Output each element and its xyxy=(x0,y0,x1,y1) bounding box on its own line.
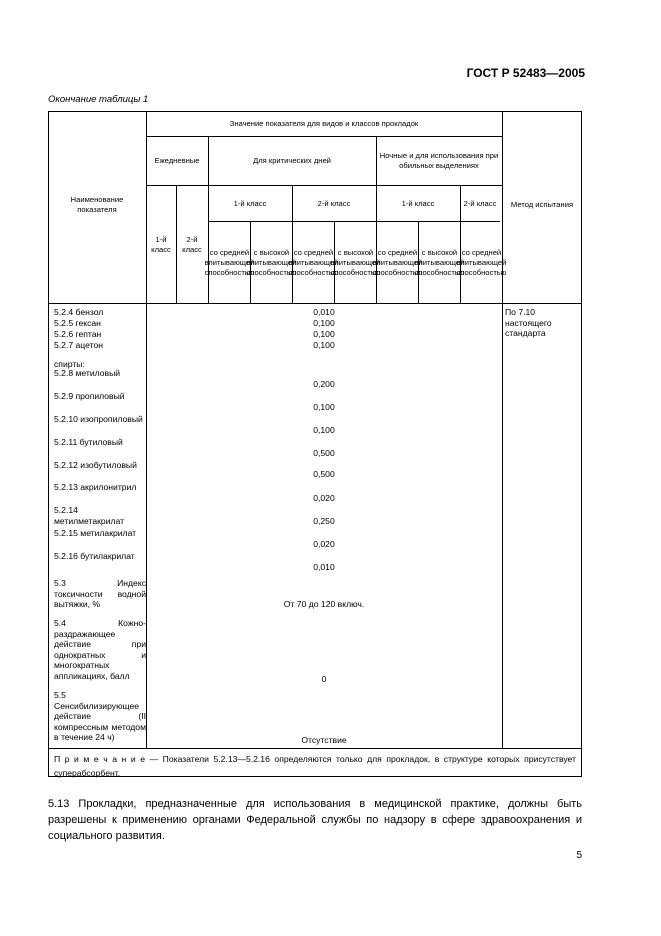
row-label: 5.2.16 бутилакрилат xyxy=(54,551,135,561)
row-value: Отсутствие xyxy=(301,735,347,745)
header-daily-class2: 2-й класс xyxy=(182,234,202,254)
header-night-class2: 2-й класс xyxy=(463,198,497,208)
row-value: 0,100 xyxy=(313,425,335,435)
header-critical-class2: 2-й класс xyxy=(317,198,351,208)
row-value: 0,100 xyxy=(313,340,335,350)
grid-line xyxy=(460,185,461,303)
row-label: 5.2.10 изопропиловый xyxy=(54,414,143,424)
row-value: 0,500 xyxy=(313,469,335,479)
row-label: 5.4 Кожно-раздражающее действие при однократных и многократных аппликациях, балл xyxy=(54,618,146,681)
header-indicator-name: Наименование показателя xyxy=(70,195,124,214)
row-label: 5.5 Сенсибилизирующее действие (II компрессным методом в течение 24 ч) xyxy=(54,690,146,742)
header-test-method: Метод испытания xyxy=(510,200,574,209)
row-label: 5.2.13 акрилонитрил xyxy=(54,482,137,492)
test-method-value: По 7.10 настоящего стандарта xyxy=(505,307,552,338)
header-values-group: Значение показателя для видов и классов прокладок xyxy=(229,119,419,128)
header-night: Ночные и для использования при обильных выделениях xyxy=(379,151,499,170)
header-medium-absorbency: со средней впитывающей способностью xyxy=(372,247,423,277)
row-label: 5.2.15 метилакрилат xyxy=(54,528,137,538)
row-value: 0,010 xyxy=(313,562,335,572)
row-label: 5.2.4 бензол xyxy=(54,307,104,317)
header-high-absorbency: с высокой впитывающей способностью xyxy=(414,247,465,277)
body-paragraph: 5.13 Прокладки, предназначенные для использования в медицинской практике, должны быть разрешены к применению органами Федеральной службы по надзору в сфере здравоохранения и социального развития. xyxy=(48,798,582,842)
row-value: 0,100 xyxy=(313,318,335,328)
row-value: 0,100 xyxy=(313,329,335,339)
header-medium-absorbency: со средней впитывающей способностью xyxy=(456,247,507,277)
row-value: 0,250 xyxy=(313,516,335,526)
header-critical-class1: 1-й класс xyxy=(233,198,267,208)
row-label: 5.3 Индекс токсичности водной вытяжки, % xyxy=(54,578,146,609)
header-night-class1: 1-й класс xyxy=(401,198,435,208)
row-label: спирты: xyxy=(54,359,85,369)
table-note: П р и м е ч а н и е — Показатели 5.2.13—5.2.16 определяются только для прокладок, в структуре которых присутствует суперабсорбент. xyxy=(54,754,576,778)
row-label: 5.2.7 ацетон xyxy=(54,340,103,350)
header-medium-absorbency: со средней впитывающей способностью xyxy=(288,247,339,277)
row-value: 0,100 xyxy=(313,402,335,412)
row-label: 5.2.11 бутиловый xyxy=(54,437,123,447)
grid-line xyxy=(502,111,503,748)
grid-line xyxy=(48,748,582,749)
header-medium-absorbency: со средней впитывающей способностью xyxy=(204,247,255,277)
row-value: 0,500 xyxy=(313,448,335,458)
row-value: 0,020 xyxy=(313,493,335,503)
row-label: 5.2.8 метиловый xyxy=(54,368,121,378)
header-critical-days: Для критических дней xyxy=(253,156,331,165)
row-label: 5.2.14 метилметакрилат xyxy=(54,505,125,526)
row-label: 5.2.9 пропиловый xyxy=(54,391,125,401)
row-label: 5.2.5 гексан xyxy=(54,318,101,328)
header-high-absorbency: с высокой впитывающей способностью xyxy=(246,247,297,277)
header-high-absorbency: с высокой впитывающей способностью xyxy=(330,247,381,277)
row-value: 0,020 xyxy=(313,539,335,549)
header-daily-class1: 1-й класс xyxy=(151,234,171,254)
row-value: 0 xyxy=(321,674,327,684)
standard-designation: ГОСТ Р 52483—2005 xyxy=(466,66,585,80)
row-label: 5.2.12 изобутиловый xyxy=(54,460,137,470)
row-label: 5.2.6 гептан xyxy=(54,329,102,339)
page-number: 5 xyxy=(576,850,582,861)
row-value: 0,010 xyxy=(313,307,335,317)
row-value: 0,200 xyxy=(313,379,335,389)
table-caption: Окончание таблицы 1 xyxy=(48,94,149,105)
header-daily: Ежедневные xyxy=(154,156,200,165)
row-value: От 70 до 120 включ. xyxy=(283,599,365,609)
